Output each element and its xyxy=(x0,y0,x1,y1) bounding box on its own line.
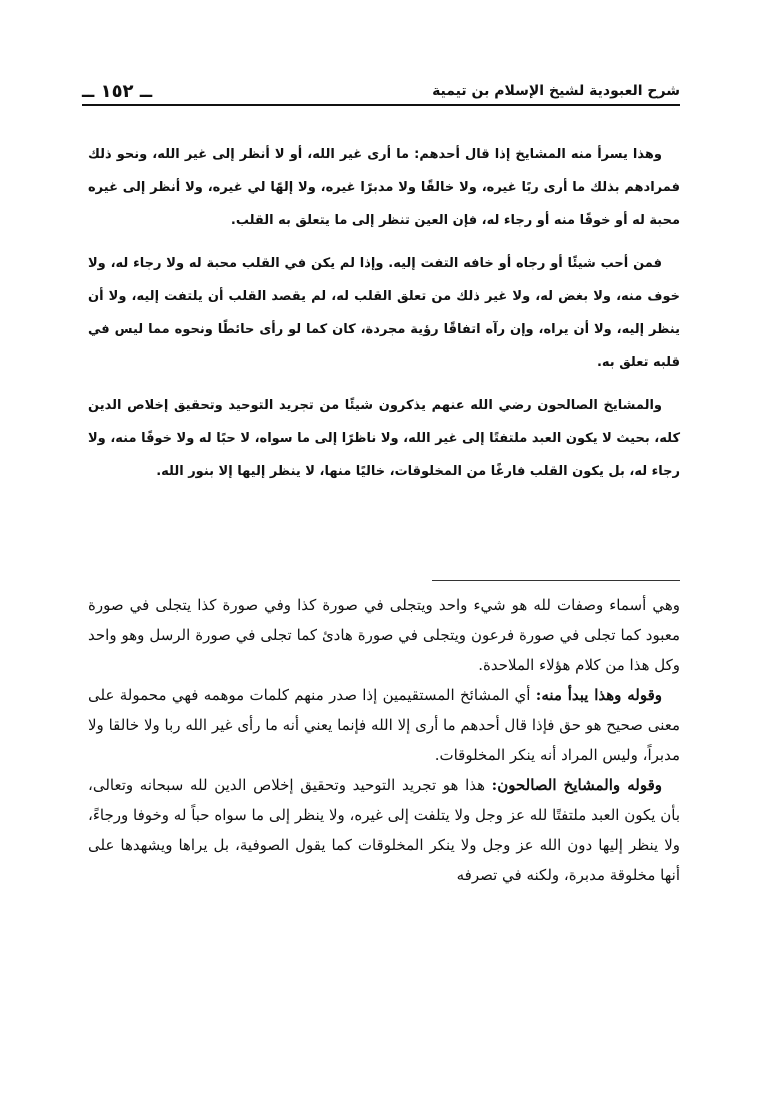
header-rule xyxy=(82,104,680,106)
main-text xyxy=(88,138,680,498)
page-number: ــ ١٥٢ ــ xyxy=(82,80,153,102)
commentary-quote-lead: وقوله والمشايخ الصالحون: xyxy=(491,776,662,794)
commentary-paragraph-1: وهي أسماء وصفات لله هو شيء واحد ويتجلى في صورة كذا وفي صورة كذا يتجلى في صورة معبود كما تجلى في صورة فرعون ويتجلى في صورة هادئ كما تجلى في صورة الرسل وهو واحد وكل هذا من كلام هؤلاء الملاحدة. xyxy=(88,596,680,674)
main-paragraph-3: والمشايخ الصالحون رضي الله عنهم يذكرون شيئًا من تجريد التوحيد وتحقيق إخلاص الدين كله، بحيث لا يكون العبد ملتفتًا إلى غير الله، ولا ناظرًا إلى ما سواه، لا حبًا له ولا خوفًا منه، ولا رجاء له، بل يكون القلب فارغًا من المخلوقات، خاليًا منها، لا ينظر إليها إلا بنور الله. xyxy=(88,398,680,479)
commentary-paragraph-3 xyxy=(88,770,680,890)
commentary-paragraph-2 xyxy=(88,680,680,770)
commentary-paragraph-body: هذا هو تجريد التوحيد وتحقيق إخلاص الدين لله سبحانه وتعالى، بأن يكون العبد ملتفتًا لله عز وجل ولا يتلفت إلى غيره، ولا ينظر إلى ما سواه حباً له وخوفا ورجاءً، ولا ينظر إليها دون الله عز وجل ولا ينكر المخلوقات كما يقول الصوفية، بل يراها ويشهدها على أنها مخلوقة مدبرة، ولكنه في تصرفه xyxy=(88,776,680,884)
commentary-quote-lead: وقوله وهذا يبدأ منه: xyxy=(535,686,662,704)
commentary-paragraph-body: أي المشائخ المستقيمين إذا صدر منهم كلمات موهمه فهي محمولة على معنى صحيح هو حق فإذا قال أحدهم ما أرى إلا الله فإنما يعني أنه ما رأى غير الله ربا ولا خالقا ولا مدبراً، وليس المراد أنه ينكر المخلوقات. xyxy=(88,686,680,764)
main-paragraph-2: فمن أحب شيئًا أو رجاه أو خافه التفت إليه. وإذا لم يكن في القلب محبة له ولا رجاء له، ولا خوف منه، ولا بغض له، ولا غير ذلك من تعلق القلب له، لم يقصد القلب أن يلتفت إليه، ولا أن ينظر إليه، ولا أن يراه، وإن رآه اتفاقًا رؤية مجردة، كان كما لو رأى حائطًا ونحوه مما ليس في قلبه تعلق به. xyxy=(88,256,680,370)
page-header xyxy=(82,78,680,104)
running-title: شرح العبودية لشيخ الإسلام بن تيمية xyxy=(432,83,680,99)
commentary-separator xyxy=(432,580,680,581)
main-paragraph-1: وهذا يسرأ منه المشايخ إذا قال أحدهم: ما أرى غير الله، أو لا أنظر إلى غير الله، ونحو ذلك فمرادهم بذلك ما أرى ربًا غيره، ولا خالقًا ولا مدبرًا غيره، ولا إلهًا لي غيره، ولا أنظر إلى غيره محبة له أو خوفًا منه أو رجاء له، فإن العين تنظر إلى ما يتعلق به القلب. xyxy=(88,147,680,228)
commentary-text xyxy=(88,590,680,890)
